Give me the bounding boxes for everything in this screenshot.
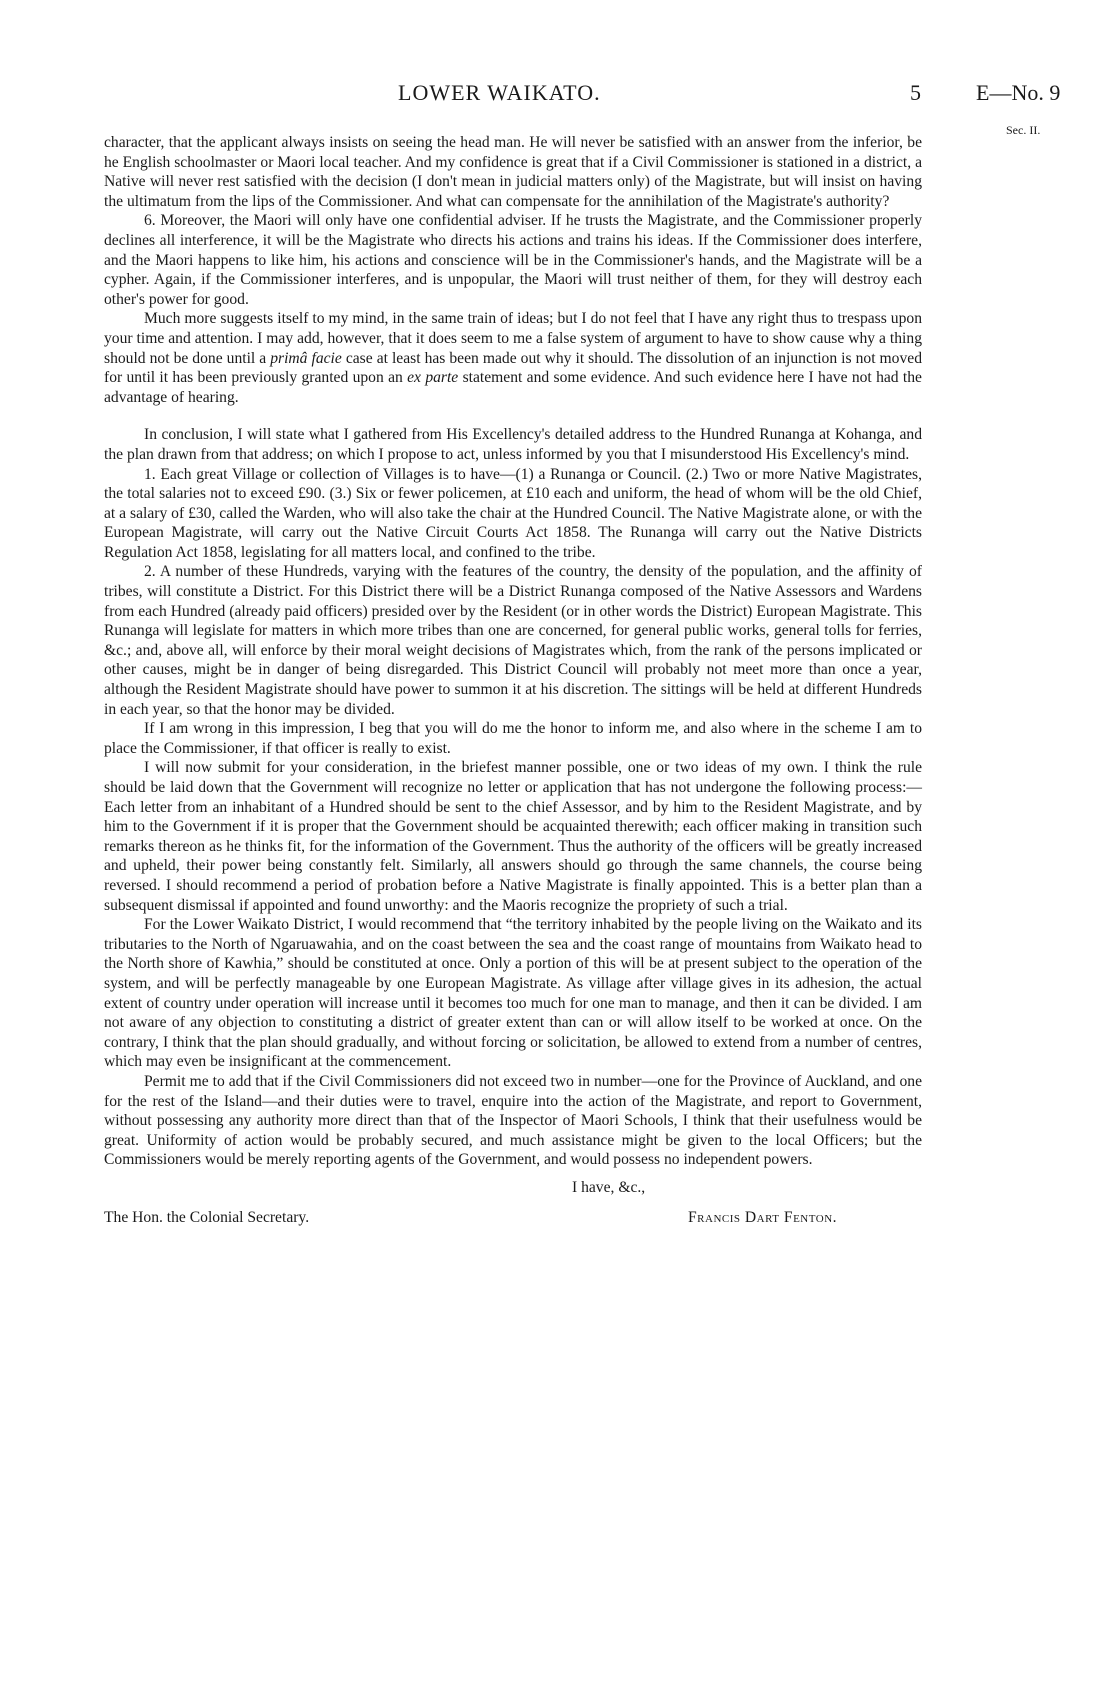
closing-block <box>104 1178 922 1238</box>
paragraph-text: case at least has been made out why it should. The dissolution of an injunction is not moved for until it has been previously granted upon an <box>104 349 922 387</box>
signature: Francis Dart Fenton. <box>688 1208 838 1226</box>
closing-phrase: I have, &c., <box>572 1178 646 1196</box>
paragraph-text: For the Lower Waikato District, I would recommend that “the territory inhabited by the people living on the Waikato and its tributaries to the North of Ngaruawahia, and on the coast between the sea and the coast range of mountains from Waikato head to the North shore of Kawhia,” should be constituted at once. Only a portion of this will be at present subject to the operation of the system, and will be perfectly manageable by one European Magistrate. As village after village gives in its adhesion, the actual extent of country under operation will increase until it becomes too much for one man to manage, and then it can be divided. I am not aware of any objection to constituting a district of greater extent than can or will allow itself to be worked at once. On the contrary, I think that the plan should gradually, and without forcing or solicitation, be allowed to extend from a number of centres, which may even be insignificant at the commencement. <box>104 916 922 1071</box>
italic-phrase: primâ facie <box>270 349 342 367</box>
paragraph-text: 2. A number of these Hundreds, varying with the features of the country, the density of the population, and the affinity of tribes, will constitute a District. For this District there will be a District Runanga composed of the Native Assessors and Wardens from each Hundred (already paid officers) presided over by the Resident (or in other words the District) European Magistrate. This Runanga will legislate for matters in which more tribes than one are concerned, for general public works, general tolls for ferries, &c.; and, above all, will enforce by their moral weight decisions of Magistrates which, from the rank of the persons implicated or other causes, might be in danger of being disregarded. This District Council will probably not meet more than once a year, although the Resident Magistrate should have power to summon it at his discretion. The sittings will be held at different Hundreds in each year, so that the honor may be divided. <box>104 563 922 718</box>
paragraph-text: 1. Each great Village or collection of Villages is to have—(1) a Runanga or Council. (2.) Two or more Native Magistrates, the total salaries not to exceed £90. (3.) Six or fewer policemen, at £10 each and uniform, the head of whom will be the old Chief, at a salary of £30, called the Warden, who will also take the chair at the Hundred Council. The Native Magistrate alone, or with the European Magistrate, will carry out the Native Circuit Courts Act 1858. The Runanga will carry out the Native Districts Regulation Act 1858, legislating for all matters local, and confined to the tribe. <box>104 465 922 561</box>
paragraph-text: If I am wrong in this impression, I beg that you will do me the honor to inform me, and also where in the scheme I am to place the Commissioner, if that officer is really to exist. <box>104 720 922 757</box>
page-number: 5 <box>910 80 921 105</box>
addressee: The Hon. the Colonial Secretary. <box>104 1208 310 1226</box>
paragraph-text: I will now submit for your consideration, in the briefest manner possible, one or two ideas of my own. I think the rule should be laid down that the Government will recognize no letter or application that has not undergone the following process:—Each letter from an inhabitant of a Hundred should be sent to the chief Assessor, and by him to the Resident Magistrate, and by him to the Government if it is proper that the Government should be acquainted therewith; each officer making in transition such remarks thereon as he thinks fit, for the information of the Government. Thus the authority of the officers will be greatly increased and upheld, their power being constantly felt. Similarly, all answers should go through the same channels, the course being reversed. I should recommend a period of probation before a Native Magistrate is finally appointed. This is a better plan than a subsequent dismissal if appointed and found unworthy: and the Maoris recognize the propriety of such a trial. <box>104 759 922 914</box>
paragraph <box>104 719 922 758</box>
paragraph-text: character, that the applicant always insists on seeing the head man. He will never be satisfied with an answer from the inferior, be he English schoolmaster or Maori local teacher. And my confidence is great that if a Civil Commissioner is stationed in a district, a Native will never rest satisfied with the decision (I don't mean in judicial matters only) of the Magistrate, but will insist on having the ultimatum from the lips of the Commissioner. And what can compensate for the annihilation of the Magistrate's authority? <box>104 134 922 210</box>
paragraph <box>104 211 922 309</box>
paragraph-text: Permit me to add that if the Civil Commissioners did not exceed two in number—one for the Province of Auckland, and one for the rest of the Island—and their duties were to travel, enquire into the action of the Magistrate, and report to Government, without possessing any authority more direct than that of the Inspector of Maori Schools, I think that their usefulness would be great. Uniformity of action would be probably secured, and much assistance might be given to the local Officers; but the Commissioners would be merely reporting agents of the Government, and would possess no independent powers. <box>104 1072 922 1169</box>
paragraph-text: Much more suggests itself to my mind, in the same train of ideas; but I do not feel that I have any right thus to trespass upon your time and attention. I may add, however, that it does seem to me a false system of argument to have to show cause why a thing should not be done until a <box>104 310 922 367</box>
paragraph <box>104 915 922 1072</box>
paragraph <box>104 425 922 464</box>
running-head <box>0 80 1114 137</box>
paper-section: Sec. II. <box>1006 123 1041 137</box>
paragraph <box>104 1072 922 1170</box>
paragraph-text: 6. Moreover, the Maori will only have one confidential adviser. If he trusts the Magistrate, and the Commissioner properly declines all interference, it will be the Magistrate who directs his actions and trains his ideas. If the Commissioner does interfere, and the Maori happens to like him, his actions and conscience will be in the Commissioner's hands, and the Magistrate will be a cypher. Again, if the Commissioner interferes, and is unpopular, the Maori will trust neither of them, for they will destroy each other's power for good. <box>104 212 922 308</box>
italic-phrase: ex parte <box>407 369 459 387</box>
paragraph <box>104 465 922 563</box>
paragraph-text: statement and some evidence. And such evidence here I have not had the advantage of hearing. <box>104 369 922 406</box>
paragraph <box>104 758 922 915</box>
running-title: LOWER WAIKATO. <box>398 80 601 105</box>
paragraph <box>104 562 922 719</box>
paper-reference: E—No. 9 <box>976 80 1061 105</box>
paragraph <box>104 309 922 407</box>
paragraph-text: In conclusion, I will state what I gathered from His Excellency's detailed address to the Hundred Runanga at Kohanga, and the plan drawn from that address; on which I propose to act, unless informed by you that I misunderstood His Excellency's mind. <box>104 426 922 463</box>
letter-body <box>104 133 922 1238</box>
paragraph <box>104 133 922 211</box>
